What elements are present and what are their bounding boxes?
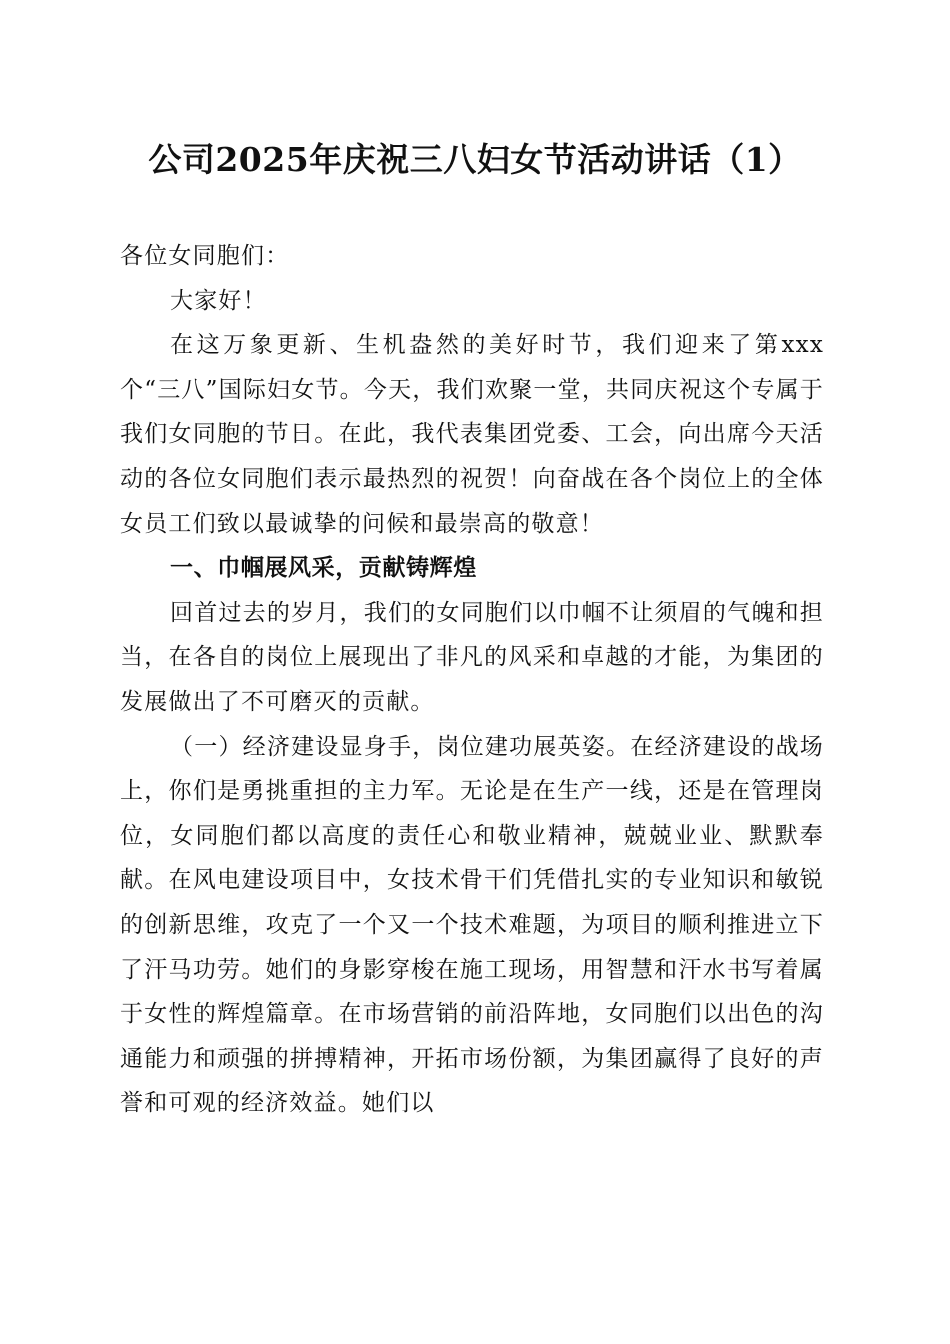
intro-paragraph: 在这万象更新、生机盎然的美好时节，我们迎来了第xxx个“三八”国际妇女节。今天，我们欢聚一堂，共同庆祝这个专属于我们女同胞的节日。在此，我代表集团党委、工会，向出席今天活动的各位女同胞们表示最热烈的祝贺！向奋战在各个岗位上的全体女员工们致以最诚挚的问候和最崇高的敬意！ xyxy=(120,332,824,537)
subsection-1-paragraph xyxy=(120,725,824,1126)
document-body xyxy=(120,234,824,1126)
document-title: 公司2025年庆祝三八妇女节活动讲话（1） xyxy=(148,140,802,179)
subsection-1-text: 在经济建设的战场上，你们是勇挑重担的主力军。无论是在生产一线，还是在管理岗位，女同胞们都以高度的责任心和敬业精神，兢兢业业、默默奉献。在风电建设项目中，女技术骨干们凭借扎实的专业知识和敏锐的创新思维，攻克了一个又一个技术难题，为项目的顺利推进立下了汗马功劳。她们的身影穿梭在施工现场，用智慧和汗水书写着属于女性的辉煌篇章。在市场营销的前沿阵地，女同胞们以出色的沟通能力和顽强的拼搏精神，开拓市场份额，为集团赢得了良好的声誉和可观的经济效益。她们以 xyxy=(120,733,824,1117)
greeting: 大家好！ xyxy=(170,287,267,314)
section-heading-1: 一、巾帼展风采，贡献铸辉煌 xyxy=(170,555,477,582)
section-1-paragraph: 回首过去的岁月，我们的女同胞们以巾帼不让须眉的气魄和担当，在各自的岗位上展现出了非凡的风采和卓越的才能，为集团的发展做出了不可磨灭的贡献。 xyxy=(120,599,824,715)
subsection-heading-1: （一）经济建设显身手，岗位建功展英姿。 xyxy=(170,733,631,760)
salutation: 各位女同胞们： xyxy=(120,243,290,269)
